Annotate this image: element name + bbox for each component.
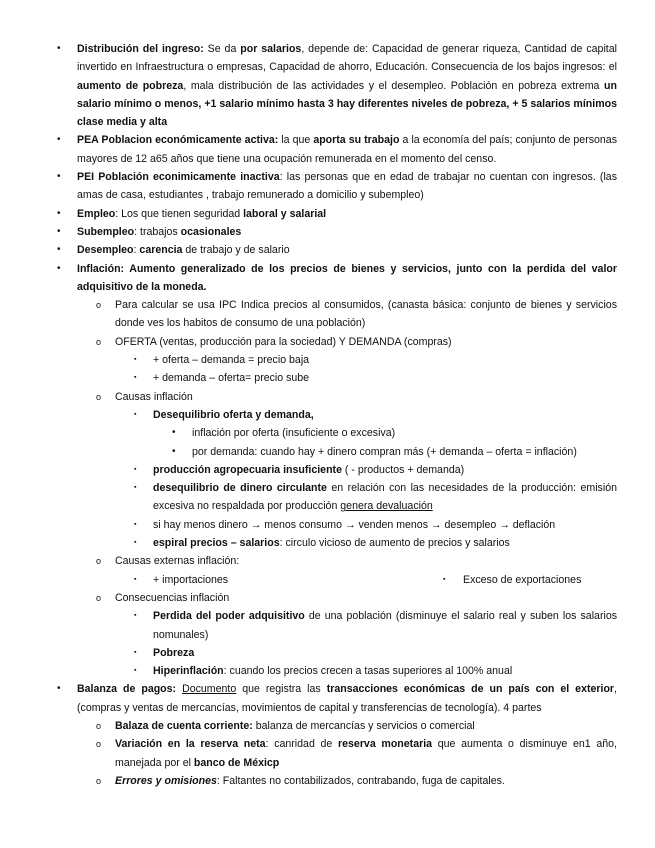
list-item-balanza: • Balanza de pagos: Documento que registra las transacciones económicas de un país con el exterior, (compras y ventas de mercancías, movimientos de capital y transferencias de tecnología). 4 partes bbox=[0, 680, 655, 717]
bullet-icon: o bbox=[96, 739, 102, 750]
document-body bbox=[0, 40, 655, 790]
list-item-dinero-circulante: ▪ desequilibrio de dinero circulante en relación con las necesidades de la producción: emisión excesiva no respaldada por producción genera devaluación bbox=[0, 479, 655, 516]
bullet-icon: ▪ bbox=[134, 465, 137, 473]
list-item-pobreza: ▪ Pobreza bbox=[0, 644, 655, 662]
term-inflacion: Inflación: Aumento generalizado de los precios de bienes y servicios, junto con la perdida del valor adquisitivo de la moneda. bbox=[77, 262, 617, 293]
list-item-desequilibrio-1: • inflación por oferta (insuficiente o excesiva) bbox=[0, 424, 655, 442]
list-item-causas: o Causas inflación bbox=[0, 388, 655, 406]
list-item-pea: • PEA Poblacion económicamente activa: la que aporta su trabajo a la economía del país; conjunto de personas mayores de 12 a65 años que tiene una ocupación remunerada en el momento del censo. bbox=[0, 131, 655, 168]
list-item-errores: o Errores y omisiones: Faltantes no contabilizados, contrabando, fuga de capitales. bbox=[0, 772, 655, 790]
list-item-pei: • PEI Población econimicamente inactiva: las personas que en edad de trabajar no cuentan con ingresos. (las amas de casa, estudiantes , trabajo remunerado a domicilio y subempleo) bbox=[0, 168, 655, 205]
bullet-icon: ▪ bbox=[134, 539, 137, 547]
list-item-empleo: • Empleo: Los que tienen seguridad laboral y salarial bbox=[0, 205, 655, 223]
bullet-icon: ▪ bbox=[134, 356, 137, 364]
term-pea: PEA Poblacion económicamente activa: bbox=[77, 134, 279, 147]
bullet-icon: ▪ bbox=[134, 667, 137, 675]
list-item-subempleo: • Subempleo: trabajos ocasionales bbox=[0, 223, 655, 241]
bullet-icon: o bbox=[96, 720, 102, 731]
list-item-causas-externas: o Causas externas inflación: bbox=[0, 552, 655, 570]
list-item-menos-dinero: ▪ si hay menos dinero → menos consumo → venden menos → desempleo → deflación bbox=[0, 516, 655, 534]
list-item-desempleo: • Desempleo: carencia de trabajo y de salario bbox=[0, 241, 655, 259]
list-item-consecuencias: o Consecuencias inflación bbox=[0, 589, 655, 607]
list-item-poder-adquisitivo: ▪ Perdida del poder adquisitivo de una población (disminuye el salario real y suben los salarios nomunales) bbox=[0, 607, 655, 644]
bullet-icon: o bbox=[96, 336, 102, 347]
list-item-distribucion: • Distribución del ingreso: Se da por salarios, depende de: Capacidad de generar riqueza, Cantidad de capital invertido en Infraestructura o empresas, Capacidad de ahorro, Educación. Consecuencia de los bajos ingresos: el aumento de pobreza, mala distribución de las actividades y el desempleo. Población en pobreza extrema un salario mínimo o menos, +1 salario mínimo hasta 3 hay diferentes niveles de pobreza, + 5 salarios mínimos clase media y alta bbox=[0, 40, 655, 131]
bullet-icon: • bbox=[172, 427, 176, 439]
bullet-icon: • bbox=[57, 225, 61, 237]
term-empleo: Empleo bbox=[77, 207, 116, 220]
bullet-icon: • bbox=[57, 683, 61, 695]
term-distribucion: Distribución del ingreso: bbox=[77, 43, 204, 55]
term-balanza: Balanza de pagos: bbox=[77, 683, 177, 696]
bullet-icon: o bbox=[96, 775, 102, 786]
list-item-exportaciones: ▪ Exceso de exportaciones bbox=[463, 571, 581, 589]
bullet-icon: • bbox=[57, 244, 61, 256]
list-item-hiperinflacion: ▪ Hiperinflación: cuando los precios crecen a tasas superiores al 100% anual bbox=[0, 662, 655, 680]
bullet-icon: • bbox=[57, 43, 61, 54]
list-item-desequilibrio: ▪ Desequilibrio oferta y demanda, bbox=[0, 406, 655, 424]
bullet-icon: ▪ bbox=[443, 575, 446, 583]
term-subempleo: Subempleo bbox=[77, 225, 135, 238]
bullet-icon: ▪ bbox=[134, 374, 137, 382]
term-pei: PEI Población econimicamente inactiva bbox=[77, 171, 280, 184]
bullet-icon: o bbox=[96, 556, 102, 567]
bullet-icon: o bbox=[96, 300, 102, 311]
bullet-icon: ▪ bbox=[134, 520, 137, 528]
list-item-oferta-2: ▪ + demanda – oferta= precio sube bbox=[0, 369, 655, 387]
bullet-icon: ▪ bbox=[134, 484, 137, 492]
list-item-espiral: ▪ espiral precios – salarios: circulo vicioso de aumento de precios y salarios bbox=[0, 534, 655, 552]
list-item-produccion: ▪ producción agropecuaria insuficiente ( - productos + demanda) bbox=[0, 461, 655, 479]
bullet-icon: • bbox=[57, 134, 61, 146]
list-item-reserva-neta: o Variación en la reserva neta: canridad de reserva monetaria que aumenta o disminuye en1 año, manejada por el banco de Méxicp bbox=[0, 735, 655, 772]
bullet-icon: ▪ bbox=[134, 575, 137, 583]
list-item-inflacion bbox=[0, 260, 655, 297]
list-item-oferta-1: ▪ + oferta – demanda = precio baja bbox=[0, 351, 655, 369]
list-item-ipc: o Para calcular se usa IPC Indica precios al consumidos, (canasta básica: conjunto de bienes y servicios donde ves los habitos de consumo de una población) bbox=[0, 296, 655, 333]
term-desempleo: Desempleo bbox=[77, 244, 134, 257]
bullet-icon: o bbox=[96, 592, 102, 603]
list-item-cuenta-corriente: o Balaza de cuenta corriente: balanza de mercancías y servicios o comercial bbox=[0, 717, 655, 735]
bullet-icon: • bbox=[57, 262, 61, 274]
bullet-icon: • bbox=[57, 207, 61, 219]
bullet-icon: ▪ bbox=[134, 410, 137, 418]
bullet-icon: • bbox=[57, 171, 61, 183]
bullet-icon: ▪ bbox=[134, 648, 137, 656]
bullet-icon: o bbox=[96, 391, 102, 402]
bullet-icon: ▪ bbox=[134, 612, 137, 620]
list-item-desequilibrio-2: • por demanda: cuando hay + dinero compran más (+ demanda – oferta = inflación) bbox=[0, 443, 655, 461]
bullet-icon: • bbox=[172, 445, 176, 457]
list-item-externas-row: ▪ + importaciones ▪ Exceso de exportaciones bbox=[0, 571, 655, 589]
list-item-oferta-demanda: o OFERTA (ventas, producción para la sociedad) Y DEMANDA (compras) bbox=[0, 333, 655, 351]
